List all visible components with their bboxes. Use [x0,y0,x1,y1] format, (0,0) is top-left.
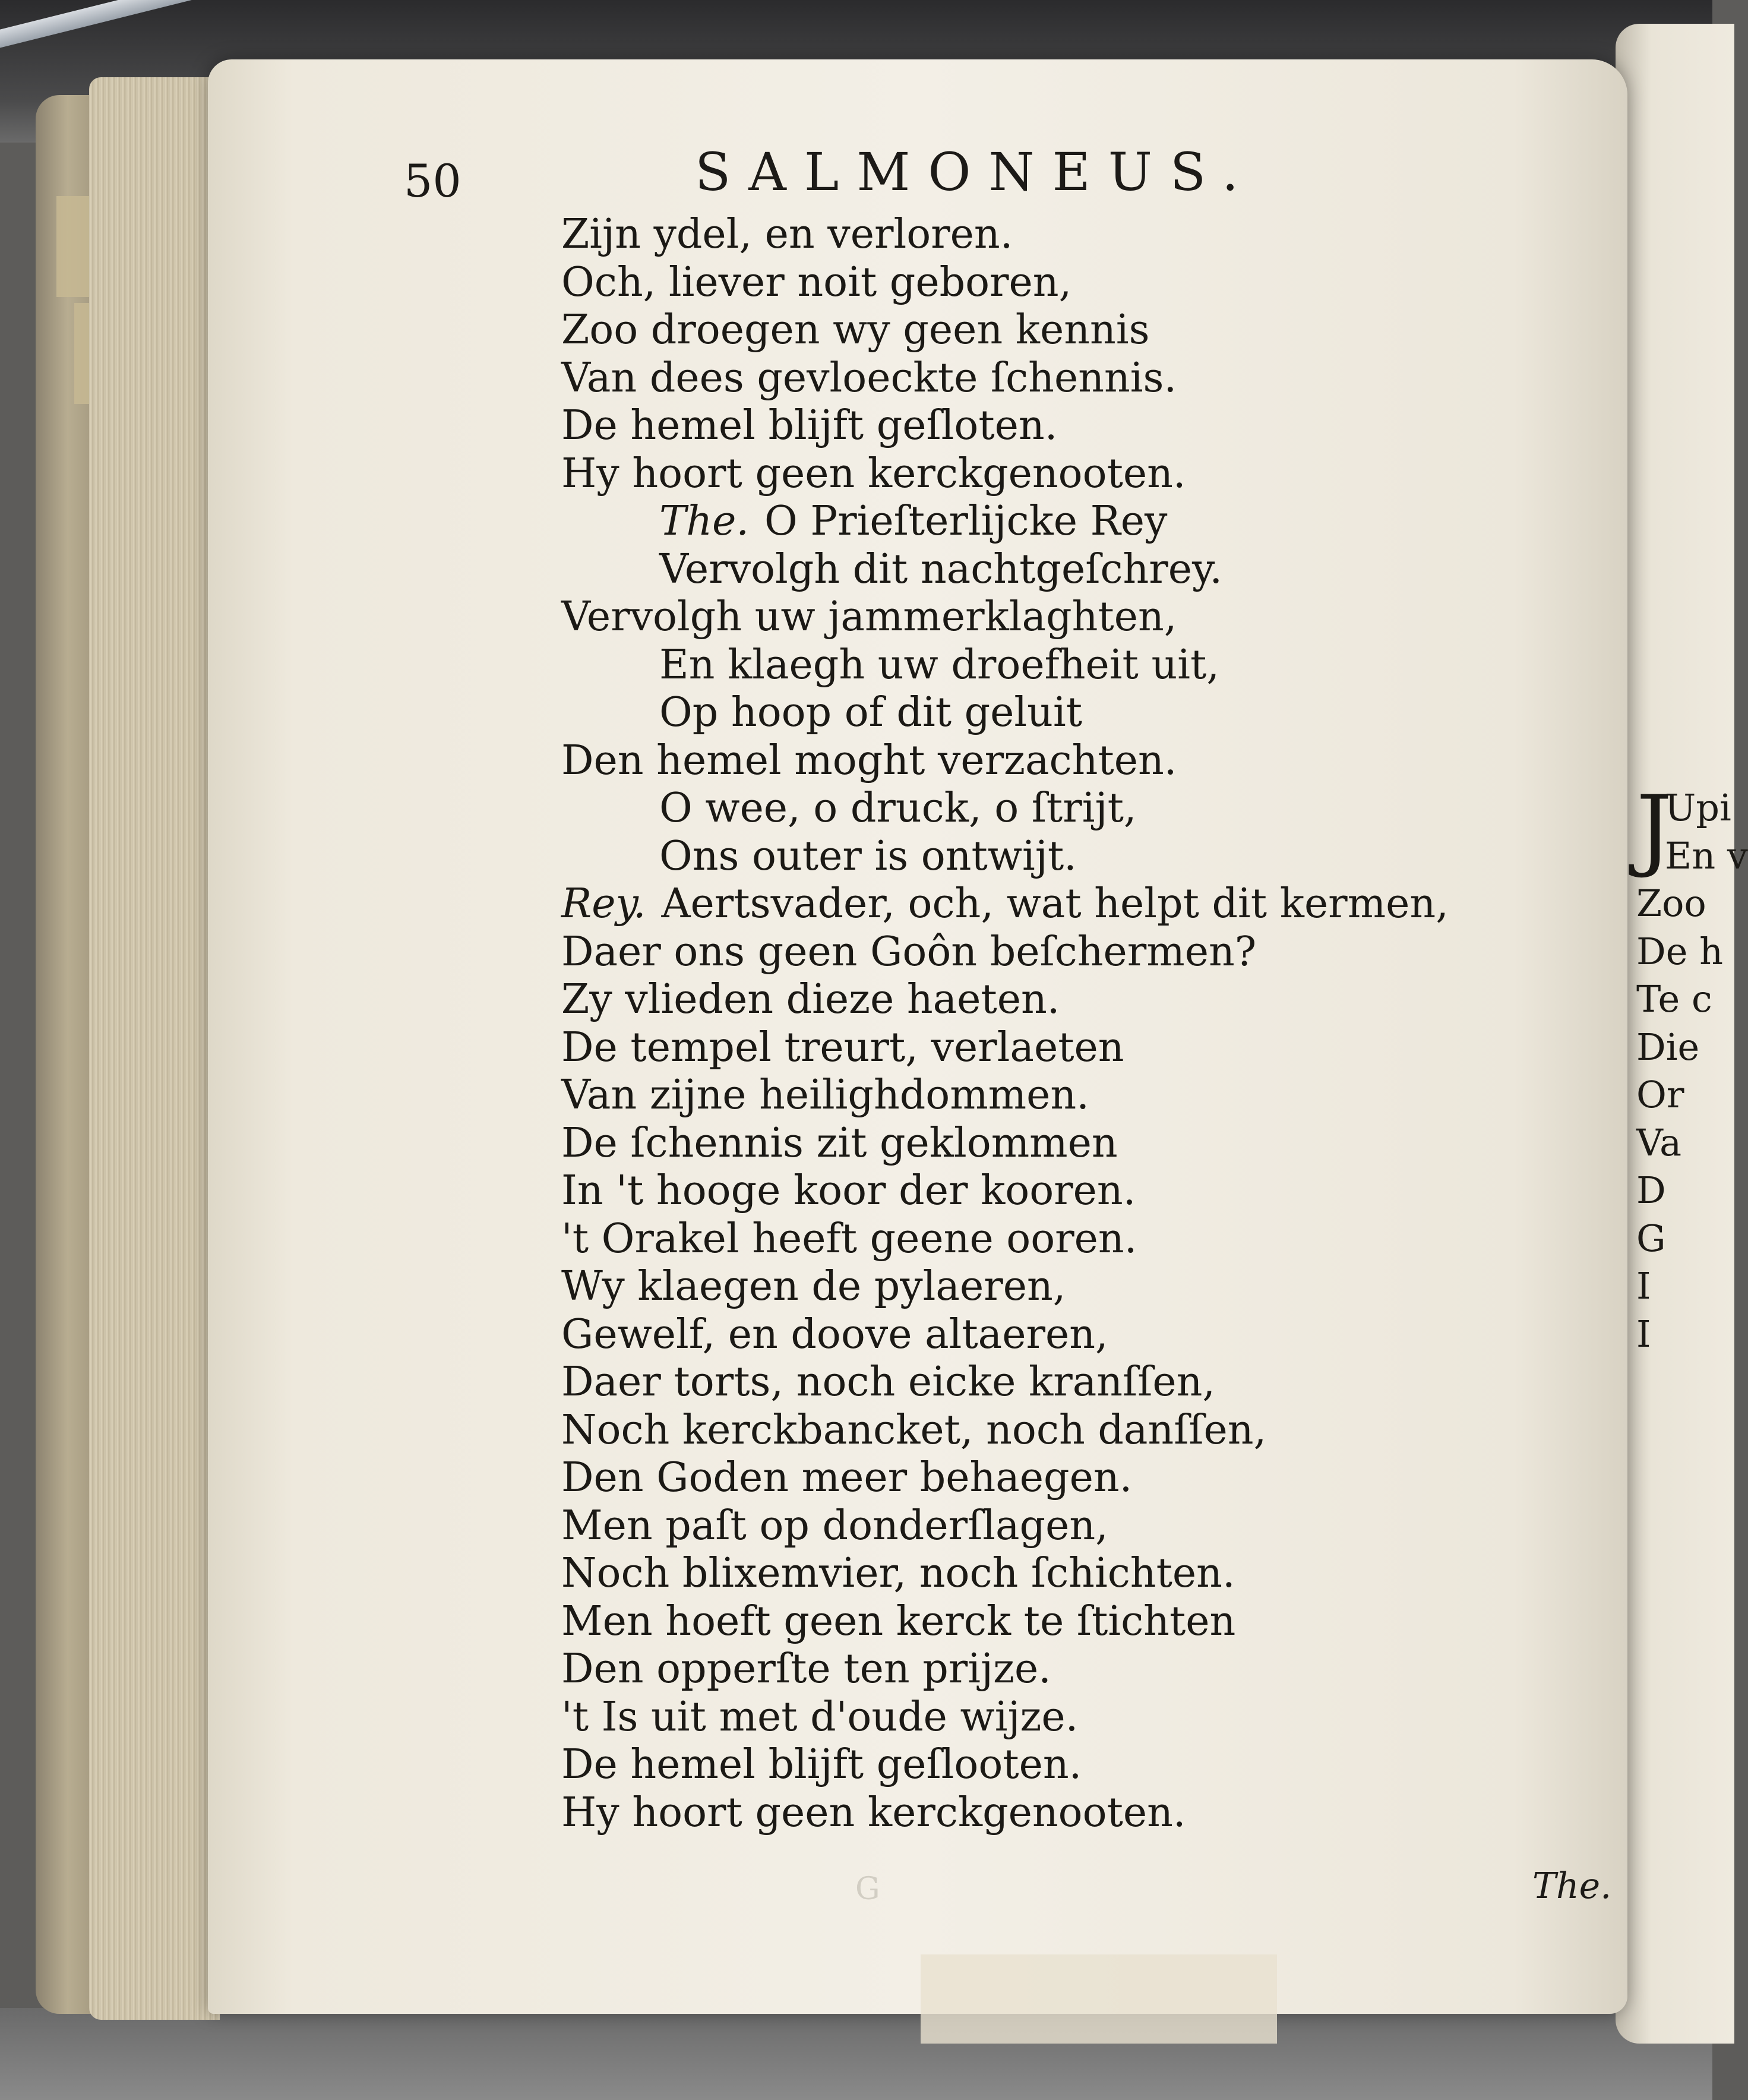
running-title: SALMONEUS. [695,141,1257,203]
verse-text: En klaegh uw droefheit uit, [659,641,1219,689]
verse-line [561,259,1571,307]
verse-text: O Prieſterlijcke Rey [764,498,1168,545]
verse-line [561,737,1571,785]
drop-cap: J [1636,777,1673,880]
verse-text: Daer torts, noch eicke kranſſen, [561,1359,1216,1406]
verse-text: Van dees gevloeckte ſchennis. [561,354,1177,402]
verse-text: Och, liever noit geboren, [561,258,1072,306]
facing-page-line: D [1636,1169,1666,1212]
verse-line [561,689,1571,737]
verse-text: Men paſt op donderſlagen, [561,1502,1108,1549]
verse-line [561,1407,1571,1455]
verse-line [561,1359,1571,1407]
verse-text: Den Goden meer behaegen. [561,1454,1133,1501]
verse-text: Aertsvader, och, wat helpt dit kermen, [661,880,1449,927]
speaker-label: Rey. [561,880,646,927]
facing-page-line: De h [1636,929,1724,973]
verse-text: Noch blixemvier, noch ſchichten. [561,1550,1235,1597]
verse-text: Den hemel moght verzachten. [561,737,1177,784]
facing-page-line: Zoo [1636,882,1706,925]
verse-text: O wee, o druck, o ſtrijt, [659,785,1137,832]
verse-line [561,785,1571,833]
verse-text: De tempel treurt, verlaeten [561,1024,1124,1071]
facing-page-line: G [1636,1216,1666,1260]
page-edges [89,77,220,2020]
background-bottom [0,2008,1712,2100]
verse-text: De hemel blijft geſlooten. [561,1741,1082,1788]
facing-page-line: Te c [1636,977,1712,1021]
facing-page-line: Or [1636,1073,1684,1116]
verse-line [561,929,1571,977]
verse-line [561,498,1571,546]
verse-text: Vervolgh dit nachtgeſchrey. [659,545,1222,593]
verse-text: Op hoop of dit geluit [659,689,1083,736]
verse-line [561,546,1571,594]
facing-page-line: Die [1636,1025,1700,1069]
verse-line [561,1120,1571,1168]
verse-line [561,1646,1571,1694]
verse-line [561,1694,1571,1742]
verse-text: Wy klaegen de pylaeren, [561,1263,1066,1310]
verse-line [561,355,1571,403]
verse-line [561,1789,1571,1837]
signature-mark: G [855,1871,880,1907]
verse-text: In 't hooge koor der kooren. [561,1167,1136,1214]
verse-line [561,402,1571,450]
facing-page-line: Upi [1665,786,1731,829]
verse-text: Zy vlieden dieze haeten. [561,976,1060,1023]
verse-line [561,976,1571,1024]
verse-line [561,1502,1571,1550]
verse-line [561,1263,1571,1311]
verse-line [561,1741,1571,1789]
facing-page-text [1636,777,1748,1358]
verse-line [561,593,1571,642]
verse-text: Daer ons geen Goôn beſchermen? [561,928,1257,975]
verse-line [561,1072,1571,1120]
verse-text: Ons outer is ontwijt. [659,832,1077,880]
verse-line [561,1550,1571,1598]
verse-line [561,1024,1571,1072]
verse-text: Van zijne heilighdommen. [561,1072,1089,1119]
verse-text: Men hoeft geen kerck te ſtichten [561,1597,1236,1645]
verse-line [561,1167,1571,1215]
verse-line [561,307,1571,355]
verse-line [561,1311,1571,1359]
verse-line [561,642,1571,690]
paper-slip [921,1954,1277,2044]
verse-text: 't Orakel heeft geene ooren. [561,1215,1137,1262]
facing-page-line: I [1636,1312,1651,1356]
verse-text: Noch kerckbancket, noch danſſen, [561,1406,1267,1454]
speaker-label: The. [659,498,750,545]
verse-line [561,1598,1571,1646]
verse-line [561,1215,1571,1264]
verse-text: Vervolgh uw jammerklaghten, [561,593,1177,640]
catchword: The. [1532,1865,1612,1907]
verse-text: 't Is uit met d'oude wijze. [561,1693,1079,1741]
verse-text: Gewelf, en doove altaeren, [561,1310,1108,1358]
facing-page-line: En v [1665,833,1748,877]
verse-text: Hy hoort geen kerckgenooten. [561,450,1186,497]
page-number: 50 [404,154,462,207]
facing-page-line: I [1636,1264,1651,1308]
verse-text: De hemel blijft geſloten. [561,402,1058,449]
verse-line [561,1454,1571,1502]
verse-text: De ſchennis zit geklommen [561,1119,1118,1167]
verse-block [561,211,1571,1837]
verse-text: Hy hoort geen kerckgenooten. [561,1789,1186,1836]
verse-line [561,211,1571,259]
verse-line [561,833,1571,881]
verse-line [561,880,1571,929]
verse-text: Zijn ydel, en verloren. [561,211,1013,258]
facing-page-line: Va [1636,1120,1682,1164]
verse-text: Zoo droegen wy geen kennis [561,307,1150,353]
verse-line [561,450,1571,498]
verse-text: Den opperſte ten prijze. [561,1646,1051,1692]
